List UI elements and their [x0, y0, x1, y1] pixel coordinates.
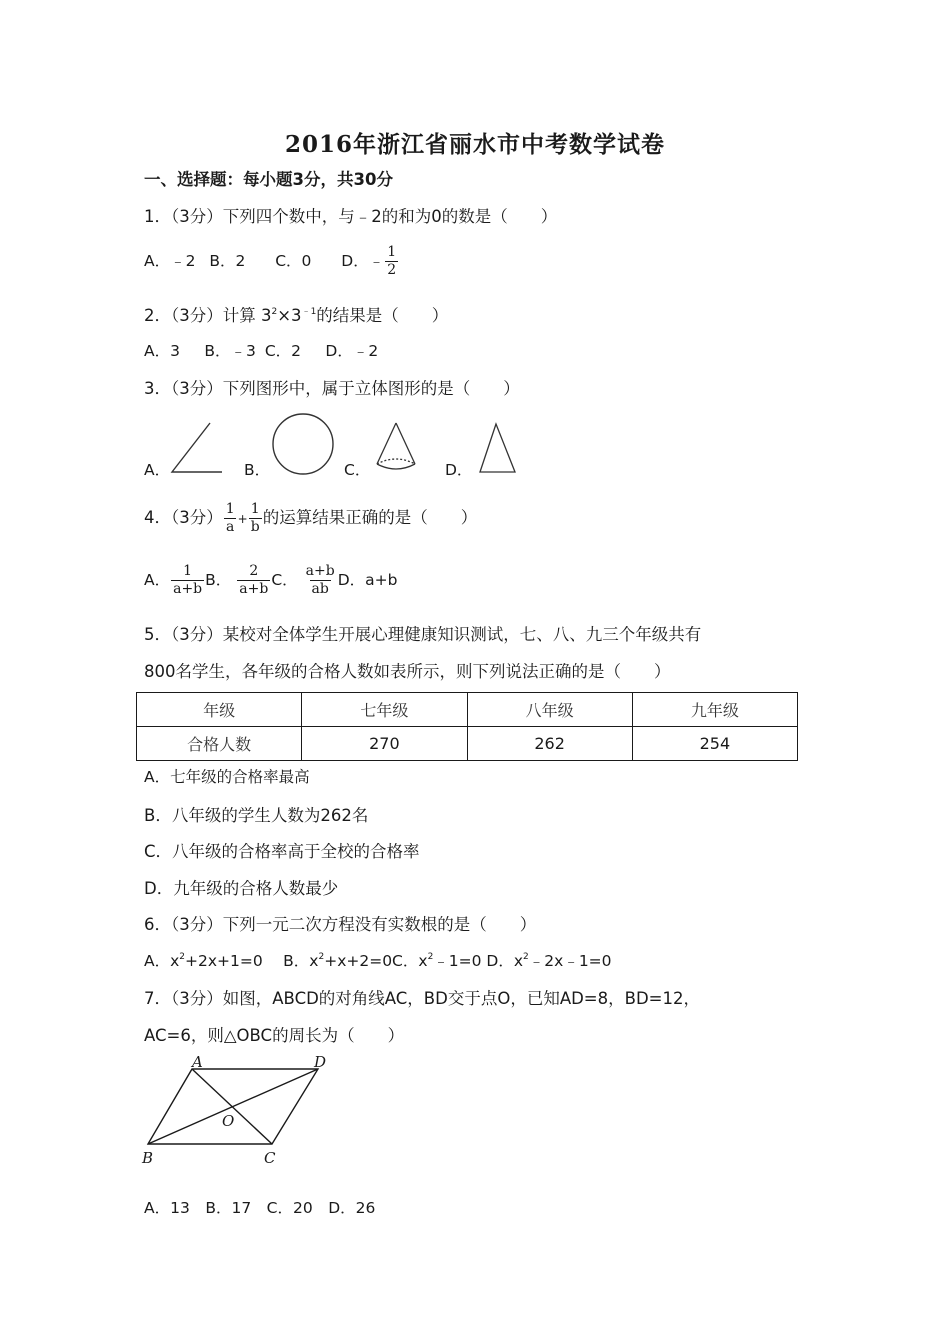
cone-figure: [377, 423, 415, 469]
q2-stem-post: 的结果是（ ）: [316, 306, 449, 325]
q1-option-b: B．2: [209, 252, 246, 270]
q4-b-den: a+b: [239, 581, 269, 597]
q6-d-post: ﹣2x﹣1=0: [528, 952, 612, 970]
page-title: 2016年浙江省丽水市中考数学试卷: [284, 131, 665, 158]
q2-options: A．3 B．﹣3 C．2 D．﹣2: [144, 342, 379, 360]
table-row-label: 合格人数: [137, 727, 302, 761]
q3-stem: 3．（3分）下列图形中，属于立体图形的是（ ）: [144, 379, 520, 398]
triangle-figure: [480, 424, 515, 472]
table-header-cell: 八年级: [467, 693, 632, 727]
q4-a-den: a+b: [173, 581, 203, 597]
q6-c-post: ﹣1=0 D．x: [433, 952, 524, 970]
q6-b-post: +x+2=0C．x: [324, 952, 428, 970]
q2-exp1: 2: [271, 307, 278, 317]
q2-exp2: ﹣1: [301, 307, 317, 317]
label-o: O: [222, 1112, 235, 1130]
q1-d-numerator: 1: [387, 244, 397, 260]
q2-stem-mid: ×3: [277, 306, 302, 325]
q5-option-d: D．九年级的合格人数最少: [144, 879, 339, 898]
q3-option-c: C．: [344, 461, 371, 479]
label-c: C: [264, 1149, 276, 1167]
q5-stem-line2: 800名学生，各年级的合格人数如表所示，则下列说法正确的是（ ）: [144, 662, 671, 681]
q4-plus: +: [237, 512, 248, 526]
q4-option-a-label: A．: [144, 571, 171, 589]
q4-option-c-fraction: [304, 564, 337, 597]
q4-b-num: 2: [249, 563, 259, 579]
q1-option-a: A．﹣2: [144, 252, 196, 270]
q4-n2: 1: [250, 501, 260, 517]
q1-option-c: C．0: [275, 252, 312, 270]
q1-d-denominator: 2: [387, 262, 397, 278]
q6-sq: 2: [318, 952, 325, 962]
angle-figure: [172, 423, 222, 472]
q1-stem: 1．（3分）下列四个数中，与﹣2的和为0的数是（ ）: [144, 207, 558, 226]
table-cell: 270: [302, 727, 467, 761]
table-cell: 254: [632, 727, 797, 761]
q1-options: [144, 245, 399, 278]
q7-options: A．13 B．17 C．20 D．26: [144, 1199, 376, 1217]
q5-stem-line1: 5．（3分）某校对全体学生开展心理健康知识测试，七、八、九三个年级共有: [144, 625, 702, 644]
q4-c-den: ab: [311, 581, 329, 597]
q4-fraction-2: [249, 502, 262, 535]
q2-stem-pre: 2．（3分）计算 3: [144, 306, 272, 325]
label-d: D: [314, 1053, 327, 1071]
q7-stem-line2: AC=6，则△OBC的周长为（ ）: [144, 1026, 405, 1045]
q6-stem: 6．（3分）下列一元二次方程没有实数根的是（ ）: [144, 915, 537, 934]
q4-d2: b: [250, 519, 260, 535]
table-header-cell: 年级: [137, 693, 302, 727]
q4-stem-pre: 4．（3分）: [144, 508, 223, 527]
q4-a-num: 1: [183, 563, 193, 579]
q6-a-post: +2x+1=0 B．x: [185, 952, 319, 970]
q3-option-b: B．: [244, 461, 271, 479]
q4-option-b-fraction: [237, 564, 270, 597]
q4-option-c-label: C．: [271, 571, 298, 589]
label-b: B: [142, 1149, 154, 1167]
q1-option-d-fraction: [385, 245, 398, 278]
table-header-cell: 七年级: [302, 693, 467, 727]
q4-option-d: D．a+b: [337, 571, 398, 589]
q6-options: [144, 949, 612, 971]
q4-c-num: a+b: [305, 563, 335, 579]
q6-a-pre: A．x: [144, 952, 180, 970]
q6-sq: 2: [427, 952, 434, 962]
table-row: [137, 727, 798, 761]
q4-options: [144, 564, 397, 597]
q3-option-d: D．: [445, 461, 473, 479]
q3-figures: [160, 408, 540, 478]
q7-stem-line1: 7．（3分）如图，ABCD的对角线AC，BD交于点O，已知AD=8，BD=12，: [144, 989, 700, 1008]
grade-table: [136, 692, 798, 761]
q4-d1: a: [226, 519, 235, 535]
section-heading: 一、选择题：每小题3分，共30分: [144, 170, 393, 189]
q4-stem: [144, 502, 477, 535]
q6-sq: 2: [179, 952, 186, 962]
q5-option-a: A．七年级的合格率最高: [144, 768, 310, 786]
q3-option-a: A．: [144, 461, 171, 479]
q4-option-a-fraction: [171, 564, 204, 597]
q5-option-c: C．八年级的合格率高于全校的合格率: [144, 842, 420, 861]
q1-option-d: D．﹣: [341, 252, 385, 270]
q4-n1: 1: [225, 501, 235, 517]
q2-stem: [144, 302, 448, 326]
q4-stem-post: 的运算结果正确的是（ ）: [262, 508, 478, 527]
q5-option-b: B．八年级的学生人数为262名: [144, 806, 369, 825]
label-a: A: [192, 1053, 203, 1071]
table-cell: 262: [467, 727, 632, 761]
q6-sq: 2: [523, 952, 529, 962]
table-header-row: [137, 693, 798, 727]
diagonal-bd: [148, 1069, 318, 1144]
circle-figure: [273, 414, 333, 474]
parallelogram-figure: [138, 1050, 338, 1170]
q4-option-b-label: B．: [205, 571, 232, 589]
table-header-cell: 九年级: [632, 693, 797, 727]
q4-fraction-1: [224, 502, 237, 535]
